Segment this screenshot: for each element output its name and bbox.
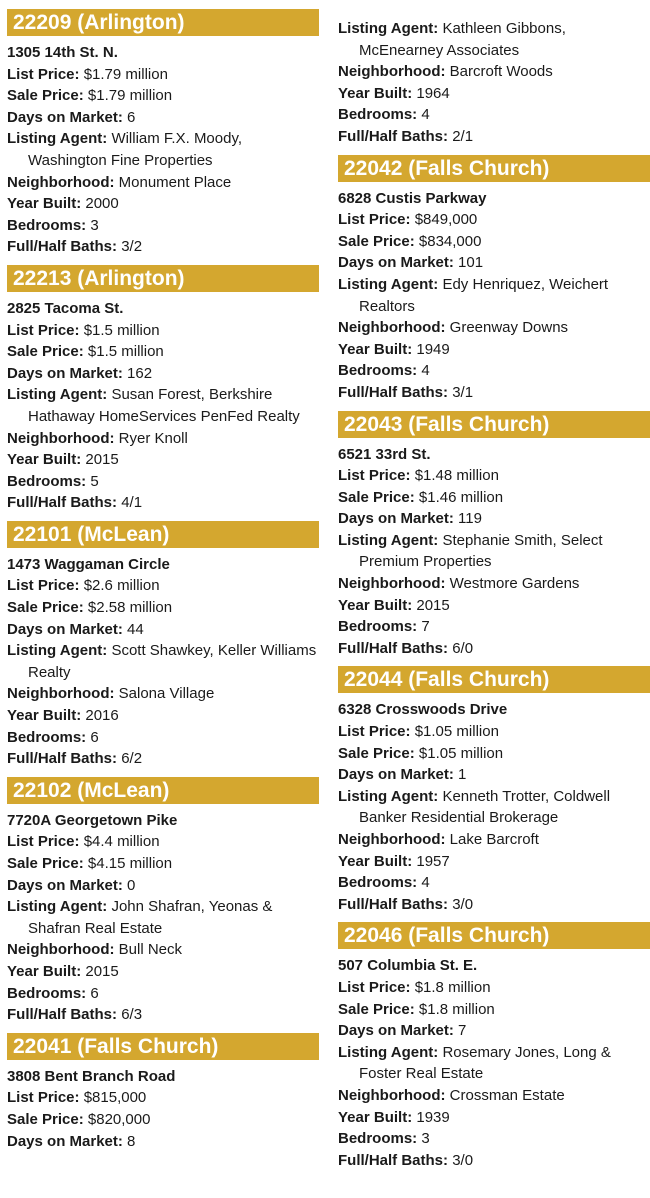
- listing: [7, 1033, 319, 1152]
- neighborhood-row: [338, 573, 650, 595]
- zip-header: 22213 (Arlington): [7, 265, 319, 292]
- sale-price-label: Sale Price:: [7, 1110, 84, 1128]
- listing-agent-label: Listing Agent:: [7, 898, 108, 916]
- baths-value: 3/0: [452, 895, 474, 913]
- neighborhood-label: Neighborhood:: [338, 319, 446, 337]
- baths-label: Full/Half Baths:: [7, 238, 118, 256]
- year-built-row: [338, 83, 650, 105]
- listing-agent-row: [7, 384, 319, 427]
- sale-price-label: Sale Price:: [7, 855, 84, 872]
- year-built-label: Year Built:: [7, 962, 82, 980]
- sale-price-row: [338, 743, 650, 765]
- neighborhood-row: [338, 317, 650, 339]
- listing-agent-label: Listing Agent:: [7, 130, 108, 148]
- year-built-label: Year Built:: [7, 451, 82, 469]
- listing-agent-label: Listing Agent:: [7, 642, 108, 660]
- list-price-row: [338, 465, 650, 487]
- list-price-value: $849,000: [414, 211, 478, 229]
- neighborhood-row: [338, 61, 650, 83]
- listing: [338, 922, 650, 1171]
- sale-price-value: $1.79 million: [87, 87, 173, 105]
- bedrooms-value: 6: [90, 984, 99, 1002]
- year-built-label: Year Built:: [338, 596, 413, 614]
- days-on-market-row: [338, 1020, 650, 1042]
- listing: [7, 265, 319, 514]
- bedrooms-row: [338, 360, 650, 382]
- zip-header: 22041 (Falls Church): [7, 1033, 319, 1060]
- days-on-market-row: [7, 107, 319, 129]
- bedrooms-label: Bedrooms:: [338, 874, 418, 892]
- listing-agent-label: Listing Agent:: [338, 787, 439, 805]
- listing-agent-value: Stephanie Smith, Select Premium Properties: [359, 531, 603, 571]
- neighborhood-row: [7, 683, 319, 705]
- listing-agent-value: Scott Shawkey, Keller Williams Realty: [28, 642, 317, 681]
- baths-value: 3/0: [452, 1151, 474, 1169]
- list-price-label: List Price:: [338, 467, 411, 485]
- list-price-label: List Price:: [7, 1089, 80, 1107]
- sale-price-label: Sale Price:: [7, 87, 84, 105]
- baths-row: [338, 638, 650, 660]
- zip-header: 22101 (McLean): [7, 521, 319, 548]
- baths-row: [7, 748, 319, 770]
- sale-price-value: $834,000: [418, 232, 482, 250]
- neighborhood-value: Salona Village: [118, 685, 215, 703]
- list-price-row: [7, 320, 319, 342]
- bedrooms-row: [7, 215, 319, 237]
- neighborhood-label: Neighborhood:: [338, 63, 446, 81]
- listing-agent-value: Kathleen Gibbons, McEnearney Associates: [359, 20, 566, 59]
- sale-price-value: $1.05 million: [418, 744, 504, 762]
- listing-agent-label: Listing Agent:: [338, 275, 439, 293]
- zip-header: 22209 (Arlington): [7, 9, 319, 36]
- baths-row: [338, 894, 650, 916]
- listing: [338, 666, 650, 915]
- neighborhood-label: Neighborhood:: [7, 429, 115, 447]
- list-price-row: [7, 831, 319, 853]
- neighborhood-row: [7, 172, 319, 194]
- list-price-row: [7, 1087, 319, 1109]
- days-on-market-label: Days on Market:: [7, 620, 123, 638]
- neighborhood-value: Bull Neck: [118, 941, 183, 959]
- bedrooms-row: [7, 471, 319, 493]
- neighborhood-value: Lake Barcroft: [449, 831, 539, 848]
- neighborhood-label: Neighborhood:: [338, 575, 446, 593]
- listing: [7, 9, 319, 258]
- bedrooms-row: [338, 1128, 650, 1150]
- days-on-market-row: [7, 363, 319, 385]
- days-on-market-row: [7, 875, 319, 897]
- year-built-value: 1964: [416, 84, 450, 102]
- year-built-label: Year Built:: [7, 707, 82, 725]
- address: 6828 Custis Parkway: [338, 189, 487, 207]
- bedrooms-label: Bedrooms:: [338, 1130, 418, 1148]
- list-price-value: $4.4 million: [83, 833, 160, 851]
- bedrooms-label: Bedrooms:: [7, 216, 87, 234]
- year-built-value: 2015: [416, 596, 450, 614]
- days-on-market-label: Days on Market:: [338, 510, 454, 528]
- days-on-market-value: 6: [127, 108, 136, 126]
- neighborhood-row: [7, 939, 319, 961]
- list-price-label: List Price:: [338, 978, 411, 996]
- list-price-value: $1.5 million: [83, 321, 160, 339]
- address: 1473 Waggaman Circle: [7, 555, 170, 573]
- days-on-market-row: [338, 764, 650, 786]
- listing-agent-value: Rosemary Jones, Long & Foster Real Estate: [359, 1043, 611, 1083]
- baths-row: [7, 1004, 319, 1026]
- sale-price-label: Sale Price:: [338, 232, 415, 250]
- address: 507 Columbia St. E.: [338, 957, 478, 975]
- right-column: [338, 18, 650, 1178]
- days-on-market-label: Days on Market:: [7, 1132, 123, 1150]
- baths-row: [338, 382, 650, 404]
- listing-agent-row: [7, 640, 319, 683]
- bedrooms-label: Bedrooms:: [338, 362, 418, 380]
- baths-label: Full/Half Baths:: [338, 1151, 449, 1169]
- neighborhood-row: [338, 1085, 650, 1107]
- sale-price-row: [338, 487, 650, 509]
- listing-agent-value: Kenneth Trotter, Coldwell Banker Residential Brokerage: [359, 787, 611, 827]
- baths-value: 3/2: [121, 238, 143, 256]
- neighborhood-value: Greenway Downs: [449, 319, 569, 337]
- sale-price-row: [7, 85, 319, 107]
- list-price-value: $1.05 million: [414, 723, 499, 741]
- year-built-row: [7, 961, 319, 983]
- list-price-value: $1.8 million: [414, 978, 491, 996]
- neighborhood-label: Neighborhood:: [7, 173, 115, 191]
- sale-price-row: [338, 231, 650, 253]
- year-built-label: Year Built:: [338, 84, 413, 102]
- bedrooms-label: Bedrooms:: [7, 472, 87, 490]
- neighborhood-value: Monument Place: [118, 173, 232, 191]
- days-on-market-value: 0: [127, 876, 136, 894]
- year-built-label: Year Built:: [338, 852, 413, 870]
- baths-label: Full/Half Baths:: [338, 895, 449, 913]
- address: 6521 33rd St.: [338, 445, 431, 463]
- bedrooms-row: [7, 727, 319, 749]
- neighborhood-row: [7, 428, 319, 450]
- days-on-market-row: [338, 508, 650, 530]
- zip-header: 22102 (McLean): [7, 777, 319, 804]
- year-built-value: 2015: [85, 451, 119, 469]
- neighborhood-value: Barcroft Woods: [449, 63, 553, 81]
- neighborhood-label: Neighborhood:: [7, 685, 115, 703]
- year-built-value: 2000: [85, 195, 119, 213]
- baths-row: [338, 1150, 650, 1172]
- address: 7720A Georgetown Pike: [7, 811, 178, 829]
- bedrooms-value: 7: [421, 618, 430, 636]
- listing-agent-row: [7, 128, 319, 171]
- address: 6328 Crosswoods Drive: [338, 701, 508, 719]
- listing-agent-row: [338, 18, 650, 61]
- bedrooms-value: 4: [421, 106, 430, 124]
- zip-header: 22043 (Falls Church): [338, 411, 650, 438]
- address: 1305 14th St. N.: [7, 44, 118, 61]
- days-on-market-label: Days on Market:: [338, 766, 454, 784]
- listing: [7, 521, 319, 770]
- baths-row: [7, 492, 319, 514]
- listing-agent-value: Edy Henriquez, Weichert Realtors: [359, 275, 609, 315]
- year-built-row: [338, 851, 650, 873]
- listing-agent-value: John Shafran, Yeonas & Shafran Real Estate: [28, 898, 273, 937]
- days-on-market-value: 119: [458, 510, 482, 528]
- baths-value: 6/3: [121, 1006, 143, 1024]
- baths-label: Full/Half Baths:: [338, 639, 449, 657]
- listing: [338, 411, 650, 660]
- neighborhood-label: Neighborhood:: [338, 831, 446, 848]
- sale-price-row: [7, 1109, 319, 1131]
- sale-price-row: [7, 597, 319, 619]
- sale-price-value: $2.58 million: [87, 599, 173, 617]
- address: 2825 Tacoma St.: [7, 299, 124, 317]
- neighborhood-value: Ryer Knoll: [118, 429, 188, 447]
- listing-agent-label: Listing Agent:: [338, 1043, 439, 1061]
- year-built-value: 1949: [416, 340, 450, 358]
- baths-row: [7, 236, 319, 258]
- sale-price-label: Sale Price:: [338, 488, 415, 506]
- days-on-market-label: Days on Market:: [7, 108, 123, 126]
- bedrooms-value: 3: [421, 1130, 430, 1148]
- listing-agent-row: [7, 896, 319, 939]
- baths-label: Full/Half Baths:: [7, 494, 118, 512]
- days-on-market-value: 7: [458, 1022, 467, 1040]
- listing-agent-row: [338, 530, 650, 573]
- listing-continued: [338, 18, 650, 148]
- zip-header: 22044 (Falls Church): [338, 666, 650, 693]
- list-price-label: List Price:: [338, 211, 411, 229]
- sale-price-label: Sale Price:: [7, 599, 84, 617]
- listing-agent-label: Listing Agent:: [7, 386, 108, 404]
- bedrooms-value: 4: [421, 874, 430, 892]
- year-built-value: 1939: [416, 1108, 450, 1126]
- baths-value: 2/1: [452, 127, 474, 145]
- listing-agent-row: [338, 1042, 650, 1085]
- bedrooms-value: 6: [90, 728, 99, 746]
- baths-label: Full/Half Baths:: [7, 1006, 118, 1024]
- neighborhood-value: Crossman Estate: [449, 1086, 565, 1104]
- list-price-label: List Price:: [338, 723, 411, 741]
- neighborhood-label: Neighborhood:: [7, 941, 115, 959]
- year-built-label: Year Built:: [7, 195, 82, 213]
- year-built-row: [7, 193, 319, 215]
- list-price-value: $815,000: [83, 1089, 147, 1107]
- baths-value: 6/2: [121, 750, 143, 768]
- zip-header: 22042 (Falls Church): [338, 155, 650, 182]
- days-on-market-label: Days on Market:: [338, 1022, 454, 1040]
- bedrooms-value: 3: [90, 216, 99, 234]
- neighborhood-label: Neighborhood:: [338, 1086, 446, 1104]
- baths-label: Full/Half Baths:: [338, 127, 449, 145]
- baths-value: 3/1: [452, 383, 474, 401]
- listing: [7, 777, 319, 1026]
- days-on-market-value: 8: [127, 1132, 136, 1150]
- sale-price-value: $1.5 million: [87, 343, 164, 361]
- bedrooms-row: [338, 872, 650, 894]
- list-price-row: [338, 977, 650, 999]
- sale-price-row: [338, 999, 650, 1021]
- list-price-row: [7, 64, 319, 86]
- bedrooms-row: [7, 983, 319, 1005]
- year-built-row: [7, 705, 319, 727]
- sale-price-value: $4.15 million: [87, 855, 173, 872]
- days-on-market-value: 101: [458, 254, 484, 272]
- baths-label: Full/Half Baths:: [7, 750, 118, 768]
- year-built-row: [338, 339, 650, 361]
- sale-price-value: $1.46 million: [418, 488, 504, 506]
- listing-agent-row: [338, 786, 650, 829]
- list-price-row: [338, 721, 650, 743]
- sale-price-row: [7, 341, 319, 363]
- list-price-value: $1.48 million: [414, 467, 499, 485]
- list-price-label: List Price:: [7, 833, 80, 851]
- listing: [338, 155, 650, 404]
- listing-agent-row: [338, 274, 650, 317]
- baths-label: Full/Half Baths:: [338, 383, 449, 401]
- year-built-value: 2016: [85, 707, 119, 725]
- year-built-row: [338, 595, 650, 617]
- days-on-market-row: [7, 619, 319, 641]
- bedrooms-value: 5: [90, 472, 99, 490]
- list-price-label: List Price:: [7, 65, 80, 83]
- list-price-value: $2.6 million: [83, 577, 160, 595]
- bedrooms-value: 4: [421, 362, 430, 380]
- listing-agent-value: William F.X. Moody, Washington Fine Properties: [28, 130, 243, 169]
- days-on-market-label: Days on Market:: [7, 364, 123, 382]
- listing-agent-label: Listing Agent:: [338, 20, 439, 37]
- year-built-value: 1957: [416, 852, 450, 870]
- zip-header: 22046 (Falls Church): [338, 922, 650, 949]
- bedrooms-label: Bedrooms:: [7, 728, 87, 746]
- days-on-market-value: 162: [127, 364, 153, 382]
- year-built-label: Year Built:: [338, 1108, 413, 1126]
- baths-row: [338, 126, 650, 148]
- year-built-row: [338, 1107, 650, 1129]
- list-price-label: List Price:: [7, 321, 80, 339]
- list-price-value: $1.79 million: [83, 65, 168, 83]
- bedrooms-row: [338, 616, 650, 638]
- bedrooms-label: Bedrooms:: [338, 618, 418, 636]
- sale-price-value: $1.8 million: [418, 1000, 495, 1018]
- year-built-value: 2015: [85, 962, 119, 980]
- listing-agent-value: Susan Forest, Berkshire Hathaway HomeServices PenFed Realty: [28, 386, 300, 425]
- year-built-label: Year Built:: [338, 340, 413, 358]
- list-price-row: [7, 575, 319, 597]
- neighborhood-row: [338, 829, 650, 851]
- listing-agent-label: Listing Agent:: [338, 531, 439, 549]
- days-on-market-label: Days on Market:: [7, 876, 123, 894]
- neighborhood-value: Westmore Gardens: [449, 575, 580, 593]
- baths-value: 6/0: [452, 639, 474, 657]
- bedrooms-label: Bedrooms:: [338, 106, 418, 124]
- days-on-market-label: Days on Market:: [338, 254, 454, 272]
- sale-price-row: [7, 853, 319, 875]
- baths-value: 4/1: [121, 494, 143, 512]
- sale-price-value: $820,000: [87, 1110, 151, 1128]
- address: 3808 Bent Branch Road: [7, 1067, 176, 1085]
- sale-price-label: Sale Price:: [338, 744, 415, 762]
- left-column: [7, 9, 319, 1159]
- sale-price-label: Sale Price:: [338, 1000, 415, 1018]
- year-built-row: [7, 449, 319, 471]
- bedrooms-row: [338, 104, 650, 126]
- list-price-label: List Price:: [7, 577, 80, 595]
- days-on-market-value: 44: [127, 620, 144, 638]
- days-on-market-value: 1: [458, 766, 467, 784]
- bedrooms-label: Bedrooms:: [7, 984, 87, 1002]
- days-on-market-row: [338, 252, 650, 274]
- list-price-row: [338, 209, 650, 231]
- sale-price-label: Sale Price:: [7, 343, 84, 361]
- days-on-market-row: [7, 1131, 319, 1153]
